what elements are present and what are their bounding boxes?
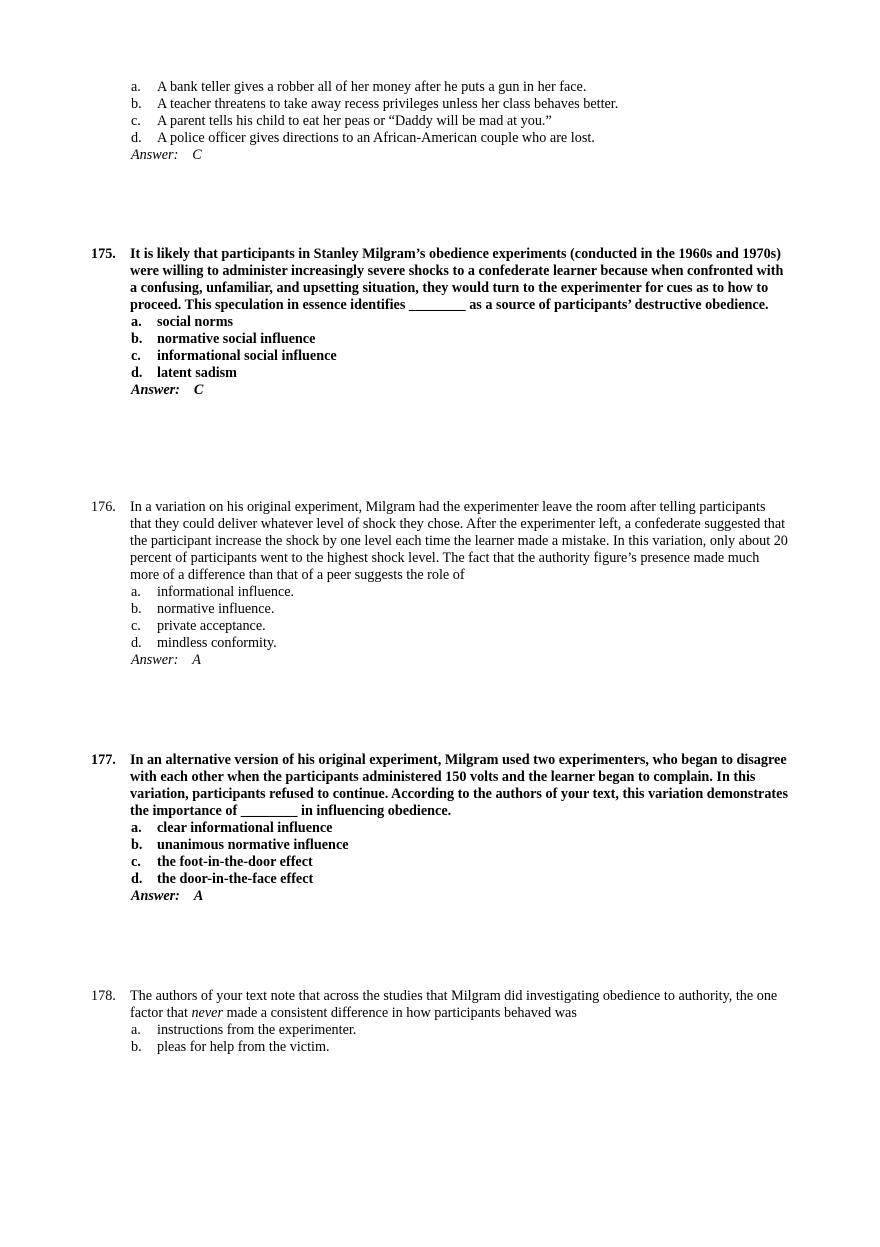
option-letter: b. [131, 601, 142, 617]
option-letter: c. [131, 113, 141, 129]
option-a [0, 79, 880, 96]
answer-value: C [192, 147, 202, 163]
option-text: normative social influence [157, 331, 316, 347]
option-letter: d. [131, 130, 142, 146]
option-a [0, 584, 880, 601]
option-text: pleas for help from the victim. [157, 1039, 330, 1055]
question-174 [0, 79, 880, 164]
option-a [0, 820, 880, 837]
option-b [0, 96, 880, 113]
option-text: A parent tells his child to eat her peas or “Daddy will be mad at you.” [157, 113, 552, 129]
option-c [0, 113, 880, 130]
option-letter: a. [131, 79, 141, 95]
answer-line [0, 147, 880, 164]
question-stem [0, 752, 790, 820]
option-text: mindless conformity. [157, 635, 277, 651]
answer-value: A [192, 652, 201, 668]
answer-label: Answer: [131, 888, 180, 904]
option-b [0, 331, 880, 348]
question-text: It is likely that participants in Stanley Milgram’s obedience experiments (conducted in the 1960s and 1970s) were willing to administer increasingly severe shocks to a confederate learner because when confronted with a confusing, unfamiliar, and upsetting situation, they would turn to the experimenter for cues as to how to proceed. This speculation in essence identifies ________ as a source of participants’ destructive obedience. [130, 246, 784, 313]
option-letter: a. [131, 584, 141, 600]
question-number: 178. [91, 988, 116, 1004]
question-stem [0, 246, 790, 314]
question-text-part: made a consistent difference in how participants behaved was [222, 1005, 577, 1021]
option-letter: b. [131, 331, 143, 347]
question-text: In a variation on his original experiment, Milgram had the experimenter leave the room after telling participants that they could deliver whatever level of shock they chose. After the experimenter left, a confederate suggested that the participant increase the shock by one level each time the learner made a mistake. In this variation, only about 20 percent of participants went to the highest shock level. The fact that the authority figure’s presence made much more of a difference than that of a peer suggests the role of [130, 499, 788, 583]
option-letter: b. [131, 837, 143, 853]
option-text: unanimous normative influence [157, 837, 349, 853]
option-text: informational social influence [157, 348, 337, 364]
option-letter: b. [131, 96, 142, 112]
option-a [0, 1022, 880, 1039]
option-text: latent sadism [157, 365, 238, 381]
question-text: In an alternative version of his original experiment, Milgram used two experimenters, who began to disagree with each other when the participants administered 150 volts and the learner began to complain. In this variation, participants refused to continue. According to the authors of your text, this variation demonstrates the importance of ________ in influencing obedience. [130, 752, 788, 819]
option-text: normative influence. [157, 601, 275, 617]
option-c [0, 618, 880, 635]
option-letter: d. [131, 871, 143, 887]
option-letter: c. [131, 854, 141, 870]
question-text-part: The authors of your text note that across the studies that Milgram did investigating obedience to authority, the one factor that [130, 988, 778, 1021]
question-number: 177. [91, 752, 116, 768]
option-c [0, 854, 880, 871]
question-number: 176. [91, 499, 116, 515]
question-177 [0, 752, 880, 905]
option-a [0, 314, 880, 331]
question-178 [0, 988, 880, 1056]
option-text: the door-in-the-face effect [157, 871, 314, 887]
option-letter: d. [131, 365, 143, 381]
question-stem [0, 988, 790, 1022]
option-text: clear informational influence [157, 820, 333, 836]
option-d [0, 130, 880, 147]
option-text: social norms [157, 314, 234, 330]
option-text: A bank teller gives a robber all of her money after he puts a gun in her face. [157, 79, 587, 95]
option-d [0, 635, 880, 652]
option-letter: a. [131, 314, 142, 330]
option-letter: a. [131, 820, 142, 836]
answer-label: Answer: [131, 147, 179, 163]
answer-value: C [193, 382, 204, 398]
emphasis-text: never [191, 1005, 223, 1021]
option-b [0, 601, 880, 618]
answer-value: A [193, 888, 204, 904]
option-d [0, 871, 880, 888]
option-letter: a. [131, 1022, 141, 1038]
question-text [130, 988, 790, 1022]
answer-line [0, 888, 880, 905]
option-c [0, 348, 880, 365]
option-text: the foot-in-the-door effect [157, 854, 313, 870]
question-number: 175. [91, 246, 116, 262]
option-text: A teacher threatens to take away recess privileges unless her class behaves better. [157, 96, 619, 112]
option-letter: c. [131, 618, 141, 634]
option-d [0, 365, 880, 382]
question-175 [0, 246, 880, 399]
answer-label: Answer: [131, 382, 180, 398]
question-stem [0, 499, 790, 584]
option-b [0, 1039, 880, 1056]
option-text: instructions from the experimenter. [157, 1022, 357, 1038]
option-text: A police officer gives directions to an African-American couple who are lost. [157, 130, 595, 146]
option-text: private acceptance. [157, 618, 266, 634]
option-letter: c. [131, 348, 141, 364]
answer-line [0, 652, 880, 669]
option-b [0, 837, 880, 854]
option-letter: d. [131, 635, 142, 651]
question-176 [0, 499, 880, 669]
option-letter: b. [131, 1039, 142, 1055]
answer-label: Answer: [131, 652, 179, 668]
answer-line [0, 382, 880, 399]
option-text: informational influence. [157, 584, 295, 600]
